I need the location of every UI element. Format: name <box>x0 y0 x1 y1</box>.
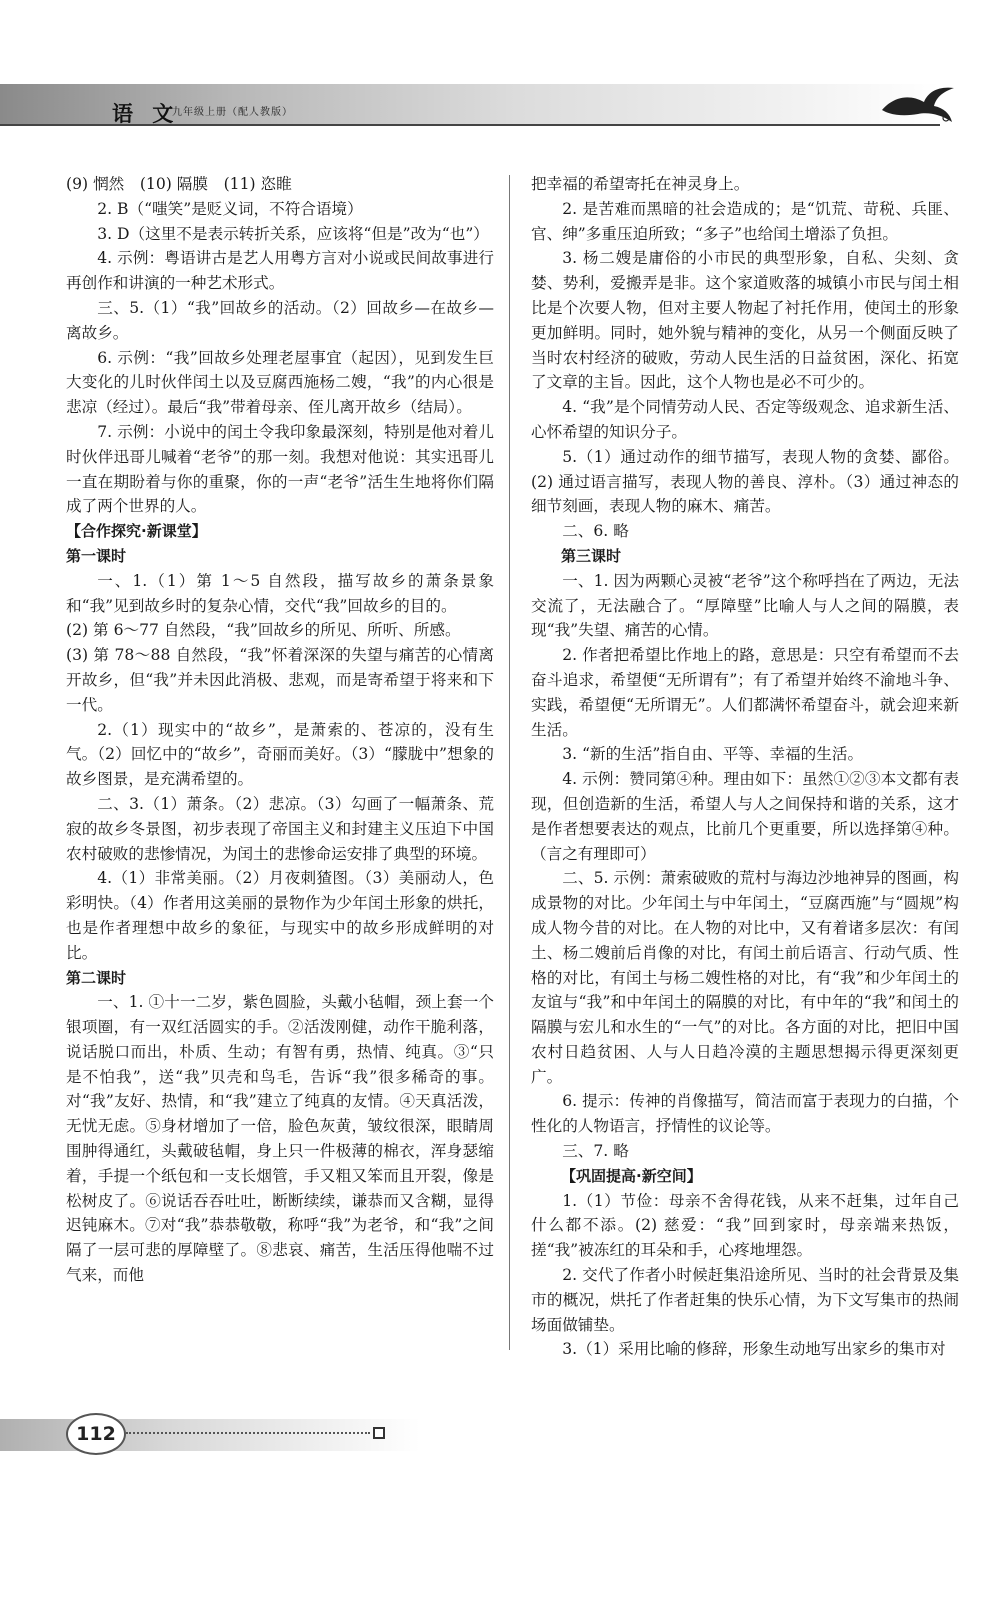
right-column <box>531 172 959 1362</box>
bird-ornament-icon <box>880 78 960 128</box>
section-heading: 第三课时 <box>561 546 622 565</box>
answer-paragraph: 一、1. ①十一二岁，紫色圆脸，头戴小毡帽，颈上套一个银项圈，有一双红活圆实的手。②活泼刚健，动作干脆利落，说话脱口而出，朴质、生动；有智有勇，热情、纯真。③“只是不怕我”，送“我”贝壳和鸟毛，告诉“我”很多稀奇的事。对“我”友好、热情，和“我”建立了纯真的友情。④天真活泼，无忧无虑。⑤身材增加了一倍，脸色灰黄，皱纹很深，眼睛周围肿得通红，头戴破毡帽，身上只一件极薄的棉衣，浑身瑟缩着，手提一个纸包和一支长烟管，手又粗又笨而且开裂，像是松树皮了。⑥说话吞吞吐吐，断断续续，谦恭而又含糊，显得迟钝麻木。⑦对“我”恭恭敬敬，称呼“我”为老爷，和“我”之间隔了一层可悲的厚障壁了。⑧悲哀、痛苦，生活压得他喘不过气来，而他 <box>66 993 494 1285</box>
answer-paragraph: 5.（1）通过动作的细节描写，表现人物的贪婪、鄙俗。(2) 通过语言描写，表现人物的善良、淳朴。（3）通过神态的细节刻画，表现人物的麻木、痛苦。 <box>531 447 959 516</box>
answer-paragraph: 三、7. 略 <box>562 1142 629 1161</box>
left-column <box>66 172 494 1288</box>
page-footer <box>0 1405 1000 1465</box>
answer-paragraph: (2) 第 6～77 自然段，“我”回故乡的所见、所听、所感。 <box>66 621 461 640</box>
answer-paragraph: 4. 示例：赞同第④种。理由如下：虽然①②③本文都有表现，但创造新的生活，希望人与人之间保持和谐的关系，这才是作者想要表达的观点，比前几个更重要，所以选择第④种。（言之有理即可） <box>531 770 959 863</box>
section-heading: 第一课时 <box>66 546 127 565</box>
answer-paragraph: 一、1. 因为两颗心灵被“老爷”这个称呼挡在了两边，无法交流了，无法融合了。“厚障壁”比喻人与人之间的隔膜，表现“我”失望、痛苦的心情。 <box>531 571 959 640</box>
answer-paragraph: 二、5. 示例：萧索破败的荒村与海边沙地神异的图画，构成景物的对比。少年闰土与中年闰土，“豆腐西施”与“圆规”构成人物今昔的对比。在人物的对比中，又有着诸多层次：有闰土、杨二嫂前后肖像的对比，有闰土前后语言、行动气质、性格的对比，有闰土与杨二嫂性格的对比，有“我”和少年闰土的友谊与“我”和中年闰土的隔膜的对比，有中年的“我”和闰土的隔膜与宏儿和水生的“一气”的对比。各方面的对比，把旧中国农村日趋贫困、人与人日趋冷漠的主题思想揭示得更深刻更广。 <box>531 869 959 1086</box>
answer-paragraph: 一、1.（1）第 1～5 自然段，描写故乡的萧条景象和“我”见到故乡时的复杂心情，交代“我”回故乡的目的。 <box>66 571 494 615</box>
answer-paragraph: 2. 交代了作者小时候赶集沿途所见、当时的社会背景及集市的概况，烘托了作者赶集的快乐心情，为下文写集市的热闹场面做铺垫。 <box>531 1266 959 1334</box>
section-heading: 【合作探究·新课堂】 <box>66 522 207 541</box>
answer-paragraph: 3. 杨二嫂是庸俗的小市民的典型形象，自私、尖刻、贪婪、势利，爱搬弄是非。这个家道败落的城镇小市民与闰土相比是个次要人物，但对主要人物起了衬托作用，使闰土的形象更加鲜明。同时，她外貌与精神的变化，从另一个侧面反映了当时农村经济的破败，劳动人民生活的日益贫困，深化、拓宽了文章的主旨。因此，这个人物也是必不可少的。 <box>531 249 959 392</box>
page-number: 112 <box>66 1413 126 1455</box>
answer-paragraph: 3. “新的生活”指自由、平等、幸福的生活。 <box>562 745 864 764</box>
answer-paragraph: 二、3.（1）萧条。（2）悲凉。（3）勾画了一幅萧条、荒寂的故乡冬景图，初步表现了帝国主义和封建主义压迫下中国农村破败的悲惨情况，为闰土的悲惨命运安排了典型的环境。 <box>66 794 494 863</box>
answer-paragraph: 4.（1）非常美丽。（2）月夜刺猹图。（3）美丽动人，色彩明快。（4）作者用这美丽的景物作为少年闰土形象的烘托，也是作者理想中故乡的象征，与现实中的故乡形成鲜明的对比。 <box>66 869 494 962</box>
footer-band <box>0 1419 420 1451</box>
answer-paragraph: 二、6. 略 <box>562 522 629 541</box>
answer-paragraph: 三、5.（1）“我”回故乡的活动。（2）回故乡—在故乡—离故乡。 <box>66 298 494 342</box>
answer-paragraph: 4. 示例：粤语讲古是艺人用粤方言对小说或民间故事进行再创作和讲演的一种艺术形式。 <box>66 249 494 293</box>
end-square-icon <box>373 1427 385 1439</box>
answer-paragraph: 6. 提示：传神的肖像描写，简洁而富于表现力的白描，个性化的人物语言，抒情性的议论等。 <box>531 1092 959 1136</box>
answer-paragraph: 2. 作者把希望比作地上的路，意思是：只空有希望而不去奋斗追求，希望便“无所谓有”；有了希望并始终不渝地斗争、实践，希望便“无所谓无”。人们都满怀希望奋斗，就会迎来新生活。 <box>531 646 959 739</box>
answer-paragraph: 2. B（“嗤笑”是贬义词，不符合语境） <box>97 199 363 218</box>
answer-paragraph: 3. D（这里不是表示转折关系，应该将“但是”改为“也”） <box>97 224 489 243</box>
answer-paragraph: 2. 是苦难而黑暗的社会造成的；是“饥荒、苛税、兵匪、官、绅”多重压迫所致；“多子”也给闰土增添了负担。 <box>531 199 959 243</box>
answer-paragraph: 6. 示例：“我”回故乡处理老屋事宜（起因），见到发生巨大变化的儿时伙伴闰土以及豆腐西施杨二嫂，“我”的内心很是悲凉（经过）。最后“我”带着母亲、侄儿离开故乡（结局）。 <box>66 348 494 417</box>
footer-dotted-line <box>126 1432 370 1434</box>
answer-paragraph: (3) 第 78～88 自然段，“我”怀着深深的失望与痛苦的心情离开故乡，但“我”并未因此消极、悲观，而是寄希望于将来和下一代。 <box>66 646 494 714</box>
section-heading: 【巩固提高·新空间】 <box>561 1166 702 1185</box>
answer-paragraph: 7. 示例：小说中的闰土令我印象最深刻，特别是他对着儿时伙伴迅哥儿喊着“老爷”的那一刻。我想对他说：其实迅哥儿一直在期盼着与你的重聚，你的一声“老爷”活生生地将你们隔成了两个世界的人。 <box>66 422 494 516</box>
subject-title: 语 文 <box>112 101 180 126</box>
answer-paragraph: 2.（1）现实中的“故乡”，是萧索的、苍凉的，没有生气。（2）回忆中的“故乡”，奇丽而美好。（3）“朦胧中”想象的故乡图景，是充满希望的。 <box>66 720 494 789</box>
grade-label: 九年级上册（配人教版） <box>172 107 293 118</box>
answer-paragraph: 4. “我”是个同情劳动人民、否定等级观念、追求新生活、心怀希望的知识分子。 <box>531 398 959 441</box>
answer-paragraph: (9) 惘然 (10) 隔膜 (11) 恣睢 <box>66 175 292 193</box>
section-heading: 第二课时 <box>66 968 127 987</box>
page-header <box>0 78 1000 130</box>
column-divider <box>509 175 510 1350</box>
answer-paragraph: 把幸福的希望寄托在神灵身上。 <box>531 175 750 193</box>
answer-paragraph: 3.（1）采用比喻的修辞，形象生动地写出家乡的集市对 <box>562 1340 946 1359</box>
answer-paragraph: 1.（1）节俭：母亲不舍得花钱，从来不赶集，过年自己什么都不添。(2) 慈爱：“我”回到家时，母亲端来热饭，搓“我”被冻红的耳朵和手，心疼地埋怨。 <box>531 1191 959 1260</box>
